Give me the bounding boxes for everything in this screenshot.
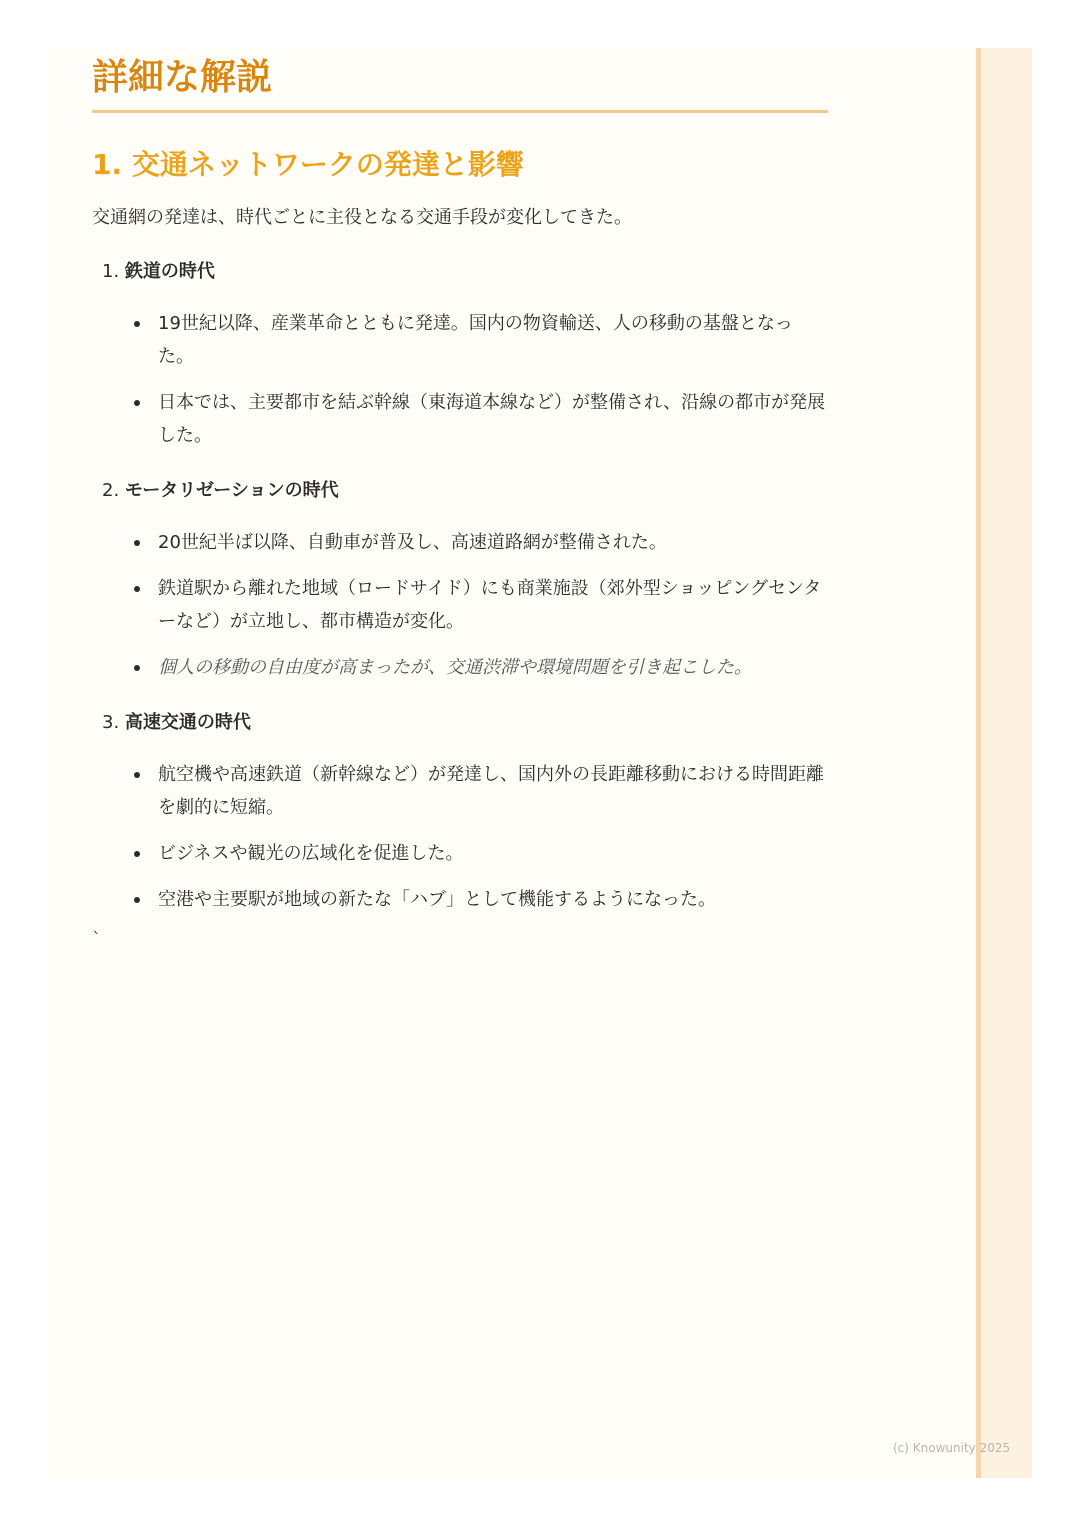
era-heading <box>92 708 828 738</box>
list-item: 空港や主要駅が地域の新たな「ハブ」として機能するようになった。 <box>92 883 828 916</box>
copyright-text: (c) Knowunity 2025 <box>893 1441 1011 1455</box>
page-title: 詳細な解説 <box>92 48 828 113</box>
document-page <box>48 48 1032 1478</box>
era-number: 2. <box>102 480 120 501</box>
stray-mark: ` <box>92 929 101 950</box>
era-name: モータリゼーションの時代 <box>124 480 339 501</box>
list-item: 鉄道駅から離れた地域（ロードサイド）にも商業施設（郊外型ショッピングセンターなど）が立地し、都市構造が変化。 <box>92 572 828 638</box>
bullet-list <box>92 758 828 916</box>
era-heading <box>92 257 828 287</box>
section-title: 1. 交通ネットワークの発達と影響 <box>92 148 524 181</box>
list-item: 19世紀以降、産業革命とともに発達。国内の物資輸送、人の移動の基盤となった。 <box>92 307 828 373</box>
list-item: ビジネスや観光の広域化を促進した。 <box>92 837 828 870</box>
list-item: 航空機や高速鉄道（新幹線など）が発達し、国内外の長距離移動における時間距離を劇的に短縮。 <box>92 758 828 824</box>
era-list <box>92 257 828 916</box>
era-item-motorization <box>92 476 828 684</box>
era-number: 1. <box>102 261 120 282</box>
era-number: 3. <box>102 712 120 733</box>
era-heading <box>92 476 828 506</box>
list-item: 個人の移動の自由度が高まったが、交通渋滞や環境問題を引き起こした。 <box>92 651 828 684</box>
list-item: 20世紀半ば以降、自動車が普及し、高速道路網が整備された。 <box>92 526 828 559</box>
era-item-high-speed <box>92 708 828 916</box>
bullet-list <box>92 307 828 452</box>
era-item-railway <box>92 257 828 452</box>
decorative-sidebar <box>976 48 1032 1478</box>
era-name: 高速交通の時代 <box>124 712 251 733</box>
intro-paragraph: 交通網の発達は、時代ごとに主役となる交通手段が変化してきた。 <box>92 207 632 228</box>
bullet-list <box>92 526 828 684</box>
list-item: 日本では、主要都市を結ぶ幹線（東海道本線など）が整備され、沿線の都市が発展した。 <box>92 386 828 452</box>
era-name: 鉄道の時代 <box>124 261 215 282</box>
document-content <box>92 48 828 950</box>
